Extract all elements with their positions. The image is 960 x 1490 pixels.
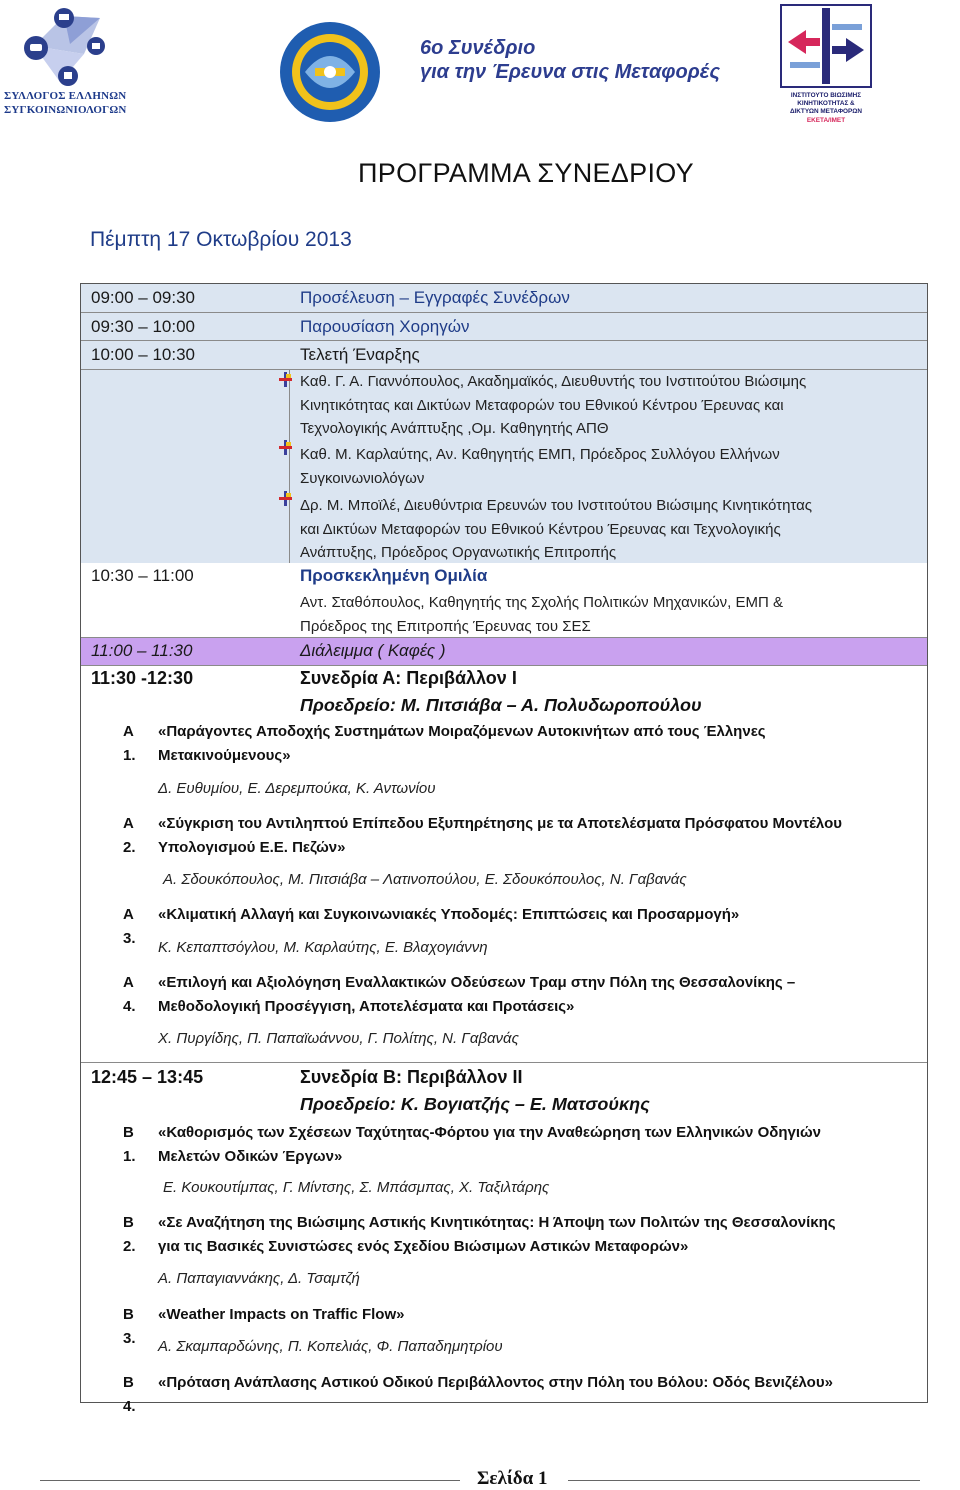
speaker-line: Τεχνολογικής Ανάπτυξης ,Ομ. Καθηγητής ΑΠΘ: [300, 420, 609, 437]
bullet-icon: [279, 440, 292, 455]
paper-title-line: για τις Βασικές Συνιστώσες ενός Σχεδίου Βιώσιμων Αστικών Μεταφορών»: [158, 1237, 689, 1255]
break-row: [81, 638, 927, 665]
institute-logo: [780, 4, 872, 128]
bullet-icon: [279, 372, 292, 387]
row-time: 10:00 – 10:30: [91, 345, 195, 364]
paper-title-line: Μεθοδολογική Προσέγγιση, Αποτελέσματα και Προτάσεις»: [158, 997, 575, 1015]
paper-title-line: Υπολογισμού Ε.Ε. Πεζών»: [158, 838, 346, 856]
paper-title-line: «Σε Αναζήτηση της Βιώσιμης Αστικής Κινητικότητας: Η Άποψη των Πολιτών της Θεσσαλονίκης: [158, 1214, 836, 1231]
program-row: [81, 284, 927, 312]
conference-emblem-logo: [275, 20, 385, 125]
paper-title-line: «Κλιματική Αλλαγή και Συγκοινωνιακές Υποδομές: Επιπτώσεις και Προσαρμογή»: [158, 906, 740, 923]
paper-authors: Α. Σδουκόπουλος, Μ. Πιτσιάβα – Λατινοπούλου, Ε. Σδουκόπουλος, Ν. Γαβανάς: [163, 871, 687, 888]
row-time: 11:00 – 11:30: [91, 641, 193, 660]
page-number: Σελίδα 1: [477, 1468, 548, 1489]
row-time: 09:00 – 09:30: [91, 288, 195, 307]
right-logo-line-1: ΙΝΣΤΙΤΟΥΤΟ ΒΙΩΣΙΜΗΣ: [790, 92, 862, 99]
row-time: 09:30 – 10:00: [91, 317, 195, 336]
speaker-line: Καθ. Γ. Α. Γιαννόπουλος, Ακαδημαϊκός, Διευθυντής του Ινστιτούτου Βιώσιμης: [300, 373, 807, 390]
paper-code: Α 1.: [123, 723, 136, 764]
greek-transport-engineers-logo: [4, 4, 138, 124]
paper-title-line: «Παράγοντες Αποδοχής Συστημάτων Μοιραζόμενων Αυτοκινήτων από τους Έλληνες: [158, 723, 766, 740]
arrows-icon: [780, 4, 872, 88]
paper-title-line: «Πρόταση Ανάπλασης Αστικού Οδικού Περιβάλλοντος στην Πόλη του Βόλου: Οδός Βενιζέλου»: [158, 1374, 833, 1391]
row-divider: [81, 1062, 927, 1063]
conference-title-line-1: 6ο Συνέδριο: [420, 37, 536, 59]
paper-code: Β 3.: [123, 1306, 136, 1347]
paper-title-line: «Επιλογή και Αξιολόγηση Εναλλακτικών Οδεύσεων Τραμ στην Πόλη της Θεσσαλονίκης –: [158, 974, 796, 991]
speaker-entry: [300, 443, 780, 490]
page-title: ΠΡΟΓΡΑΜΜΑ ΣΥΝΕΔΡΙΟΥ: [358, 158, 694, 188]
row-title: Προσκεκλημένη Ομιλία: [300, 566, 488, 585]
session-chairs: Προεδρείο: Μ. Πιτσιάβα – Α. Πολυδωροπούλου: [300, 695, 702, 715]
speaker-line: Δρ. Μ. Μποϊλέ, Διευθύντρια Ερευνών του Ινστιτούτου Βιώσιμης Κινητικότητας: [300, 497, 813, 514]
paper-authors: Α. Σκαμπαρδώνης, Π. Κοπελιάς, Φ. Παπαδημητρίου: [158, 1338, 503, 1355]
paper-title-line: «Σύγκριση του Αντιληπτού Επίπεδου Εξυπηρέτησης με τα Αποτελέσματα Πρόσφατου Μοντέλου: [158, 815, 842, 832]
right-logo-line-2: ΚΙΝΗΤΙΚΟΤΗΤΑΣ &: [797, 100, 855, 107]
keynote-row: [81, 563, 927, 588]
paper-code: Β 2.: [123, 1214, 136, 1255]
paper-code: Α 2.: [123, 815, 136, 856]
program-row: [81, 341, 927, 369]
speaker-line: Πρόεδρος της Επιτροπής Έρευνας του ΣΕΣ: [300, 617, 591, 635]
paper-title-line: «Καθορισμός των Σχέσεων Ταχύτητας-Φόρτου για την Αναθεώρηση των Ελληνικών Οδηγιών: [158, 1124, 822, 1141]
left-logo-line-1: ΣΥΛΛΟΓΟΣ ΕΛΛΗΝΩΝ: [4, 90, 127, 102]
session-title: Συνεδρία Α: Περιβάλλον Ι: [300, 668, 517, 688]
right-logo-line-4: ΕΚΕΤΑ/ΙΜΕΤ: [806, 117, 846, 124]
paper-title-line: «Weather Impacts on Traffic Flow»: [158, 1306, 405, 1323]
session-time: 12:45 – 13:45: [91, 1067, 204, 1087]
paper-code: Α 4.: [123, 974, 136, 1015]
paper-authors: Δ. Ευθυμίου, Ε. Δερεμπούκα, Κ. Αντωνίου: [158, 780, 436, 797]
bullet-icon: [279, 491, 292, 506]
program-date: Πέμπτη 17 Οκτωβρίου 2013: [90, 228, 352, 251]
transport-network-icon: [4, 4, 138, 90]
right-logo-line-3: ΔΙΚΤΥΩΝ ΜΕΤΑΦΟΡΩΝ: [789, 108, 863, 115]
paper-title-line: Μελετών Οδικών Έργων»: [158, 1147, 343, 1165]
paper-authors: Α. Παπαγιαννάκης, Δ. Τσαμτζή: [158, 1270, 360, 1287]
speaker-line: και Δικτύων Μεταφορών του Εθνικού Κέντρου Έρευνας και Τεχνολογικής: [300, 520, 781, 538]
row-title: Διάλειμμα ( Καφές ): [300, 641, 446, 660]
speaker-line: Συγκοινωνιολόγων: [300, 469, 425, 487]
conference-title: [420, 36, 720, 84]
speaker-line: Κινητικότητας και Δικτύων Μεταφορών του Εθνικού Κέντρου Έρευνας και: [300, 396, 784, 414]
paper-authors: Ε. Κουκουτίμπας, Γ. Μίντσης, Σ. Μπάσμπας, Χ. Ταξιλτάρης: [163, 1179, 550, 1196]
row-title: Τελετή Έναρξης: [300, 345, 420, 364]
program-row: [81, 313, 927, 340]
footer-rule-left: [40, 1480, 460, 1481]
session-time: 11:30 -12:30: [91, 668, 194, 688]
paper-code: Β 1.: [123, 1124, 136, 1165]
row-title: Προσέλευση – Εγγραφές Συνέδρων: [300, 288, 570, 307]
row-time: 10:30 – 11:00: [91, 566, 194, 585]
keynote-speaker: [300, 591, 783, 638]
paper-code: Α 3.: [123, 906, 136, 947]
speaker-line: Καθ. Μ. Καρλαύτης, Αν. Καθηγητής ΕΜΠ, Πρόεδρος Συλλόγου Ελλήνων: [300, 446, 780, 463]
speaker-line: Αντ. Σταθόπουλος, Καθηγητής της Σχολής Πολιτικών Μηχανικών, ΕΜΠ &: [300, 594, 784, 611]
paper-authors: Κ. Κεπαπτσόγλου, Μ. Καρλαύτης, Ε. Βλαχογιάννη: [158, 939, 488, 956]
left-logo-line-2: ΣΥΓΚΟΙΝΩΝΙΟΛΟΓΩΝ: [4, 104, 127, 116]
paper-title-line: Μετακινούμενους»: [158, 746, 291, 764]
footer-rule-right: [568, 1480, 920, 1481]
column-divider: [289, 370, 290, 563]
conference-title-line-2: για την Έρευνα στις Μεταφορές: [420, 61, 720, 83]
row-title: Παρουσίαση Χορηγών: [300, 317, 470, 336]
paper-code: Β 4.: [123, 1374, 136, 1415]
session-title: Συνεδρία Β: Περιβάλλον ΙΙ: [300, 1067, 523, 1087]
session-chairs: Προεδρείο: Κ. Βογιατζής – Ε. Ματσούκης: [300, 1094, 650, 1114]
speaker-line: Ανάπτυξης, Πρόεδρος Οργανωτικής Επιτροπής: [300, 544, 617, 561]
row-divider: [81, 665, 927, 666]
speaker-entry: [300, 494, 812, 565]
paper-authors: Χ. Πυργίδης, Π. Παπαϊωάννου, Γ. Πολίτης, Ν. Γαβανάς: [158, 1030, 519, 1047]
speaker-entry: [300, 370, 806, 441]
